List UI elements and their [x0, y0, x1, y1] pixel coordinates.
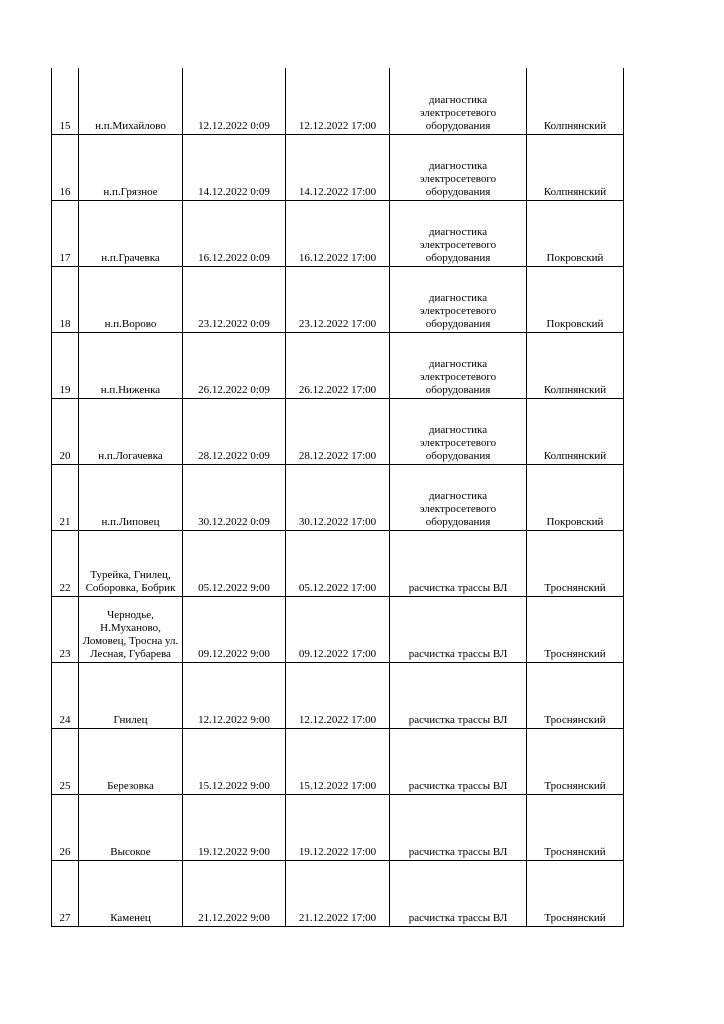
start-time-cell: 30.12.2022 0:09 — [183, 464, 286, 530]
location-cell: н.п.Грязное — [79, 134, 183, 200]
location-cell: н.п.Липовец — [79, 464, 183, 530]
location-cell: н.п.Михайлово — [79, 68, 183, 134]
end-time-cell: 14.12.2022 17:00 — [286, 134, 390, 200]
work-type-cell: расчистка трассы ВЛ — [390, 662, 527, 728]
end-time-cell: 28.12.2022 17:00 — [286, 398, 390, 464]
district-cell: Колпнянский — [527, 398, 624, 464]
work-type-cell: расчистка трассы ВЛ — [390, 596, 527, 662]
work-type-cell: расчистка трассы ВЛ — [390, 728, 527, 794]
table-row — [52, 464, 624, 530]
table-row — [52, 860, 624, 926]
work-type-cell: расчистка трассы ВЛ — [390, 530, 527, 596]
row-number-cell: 19 — [52, 332, 79, 398]
district-cell: Покровский — [527, 464, 624, 530]
start-time-cell: 16.12.2022 0:09 — [183, 200, 286, 266]
row-number-cell: 15 — [52, 68, 79, 134]
location-cell: Березовка — [79, 728, 183, 794]
row-number-cell: 27 — [52, 860, 79, 926]
row-number-cell: 20 — [52, 398, 79, 464]
end-time-cell: 16.12.2022 17:00 — [286, 200, 390, 266]
location-cell: Турейка, Гнилец, Соборовка, Бобрик — [79, 530, 183, 596]
row-number-cell: 23 — [52, 596, 79, 662]
end-time-cell: 05.12.2022 17:00 — [286, 530, 390, 596]
location-cell: Чернодье, Н.Муханово, Ломовец, Тросна ул. Лесная, Губарева — [79, 596, 183, 662]
end-time-cell: 19.12.2022 17:00 — [286, 794, 390, 860]
start-time-cell: 12.12.2022 0:09 — [183, 68, 286, 134]
location-cell: Каменец — [79, 860, 183, 926]
table-row — [52, 728, 624, 794]
district-cell: Колпнянский — [527, 68, 624, 134]
end-time-cell: 30.12.2022 17:00 — [286, 464, 390, 530]
location-cell: н.п.Грачевка — [79, 200, 183, 266]
start-time-cell: 19.12.2022 9:00 — [183, 794, 286, 860]
location-cell: н.п.Ниженка — [79, 332, 183, 398]
work-type-cell: диагностика электросетевого оборудования — [390, 200, 527, 266]
row-number-cell: 21 — [52, 464, 79, 530]
district-cell: Троснянский — [527, 530, 624, 596]
start-time-cell: 12.12.2022 9:00 — [183, 662, 286, 728]
work-type-cell: диагностика электросетевого оборудования — [390, 68, 527, 134]
district-cell: Троснянский — [527, 662, 624, 728]
table-row — [52, 794, 624, 860]
location-cell: Высокое — [79, 794, 183, 860]
table-row — [52, 332, 624, 398]
table-row — [52, 662, 624, 728]
district-cell: Троснянский — [527, 728, 624, 794]
end-time-cell: 23.12.2022 17:00 — [286, 266, 390, 332]
table-row — [52, 134, 624, 200]
table-row — [52, 530, 624, 596]
end-time-cell: 12.12.2022 17:00 — [286, 662, 390, 728]
start-time-cell: 21.12.2022 9:00 — [183, 860, 286, 926]
work-type-cell: расчистка трассы ВЛ — [390, 860, 527, 926]
table-body — [52, 68, 624, 926]
work-type-cell: расчистка трассы ВЛ — [390, 794, 527, 860]
location-cell: н.п.Логачевка — [79, 398, 183, 464]
work-type-cell: диагностика электросетевого оборудования — [390, 266, 527, 332]
district-cell: Покровский — [527, 200, 624, 266]
start-time-cell: 28.12.2022 0:09 — [183, 398, 286, 464]
end-time-cell: 15.12.2022 17:00 — [286, 728, 390, 794]
start-time-cell: 15.12.2022 9:00 — [183, 728, 286, 794]
work-type-cell: диагностика электросетевого оборудования — [390, 398, 527, 464]
start-time-cell: 26.12.2022 0:09 — [183, 332, 286, 398]
outage-schedule-table — [51, 68, 624, 927]
district-cell: Покровский — [527, 266, 624, 332]
start-time-cell: 09.12.2022 9:00 — [183, 596, 286, 662]
table-row — [52, 68, 624, 134]
table-row — [52, 596, 624, 662]
start-time-cell: 14.12.2022 0:09 — [183, 134, 286, 200]
location-cell: н.п.Ворово — [79, 266, 183, 332]
table-row — [52, 266, 624, 332]
row-number-cell: 26 — [52, 794, 79, 860]
row-number-cell: 16 — [52, 134, 79, 200]
end-time-cell: 26.12.2022 17:00 — [286, 332, 390, 398]
row-number-cell: 22 — [52, 530, 79, 596]
end-time-cell: 21.12.2022 17:00 — [286, 860, 390, 926]
row-number-cell: 24 — [52, 662, 79, 728]
district-cell: Троснянский — [527, 860, 624, 926]
district-cell: Троснянский — [527, 794, 624, 860]
district-cell: Троснянский — [527, 596, 624, 662]
work-type-cell: диагностика электросетевого оборудования — [390, 464, 527, 530]
district-cell: Колпнянский — [527, 332, 624, 398]
work-type-cell: диагностика электросетевого оборудования — [390, 332, 527, 398]
work-type-cell: диагностика электросетевого оборудования — [390, 134, 527, 200]
row-number-cell: 18 — [52, 266, 79, 332]
district-cell: Колпнянский — [527, 134, 624, 200]
start-time-cell: 05.12.2022 9:00 — [183, 530, 286, 596]
row-number-cell: 17 — [52, 200, 79, 266]
location-cell: Гнилец — [79, 662, 183, 728]
end-time-cell: 12.12.2022 17:00 — [286, 68, 390, 134]
end-time-cell: 09.12.2022 17:00 — [286, 596, 390, 662]
table-row — [52, 200, 624, 266]
table-row — [52, 398, 624, 464]
start-time-cell: 23.12.2022 0:09 — [183, 266, 286, 332]
row-number-cell: 25 — [52, 728, 79, 794]
